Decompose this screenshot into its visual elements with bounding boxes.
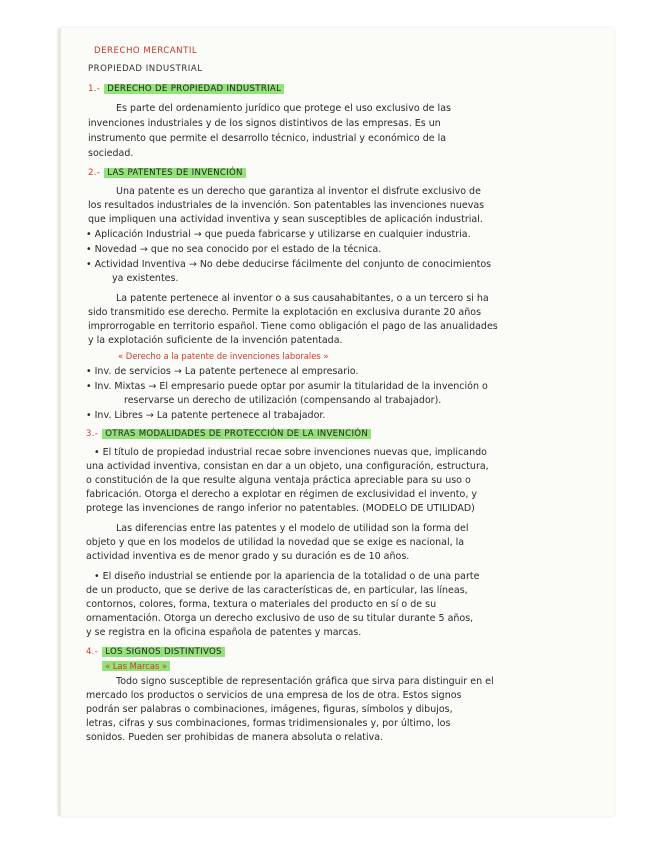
notebook-page — [58, 28, 614, 816]
section-2-number: 2.- — [88, 168, 101, 178]
s3-line-2: o constitución de la que resulte alguna ventaja práctica apreciable para su uso o — [86, 475, 471, 486]
s3-line-9: de un producto, que se derive de las características de, en particular, las líneas, — [86, 585, 468, 596]
s2-line-1: los resultados industriales de la invención. Son patentables las invenciones nuevas — [88, 200, 485, 211]
s2-bullet-3: • Inv. Libres → La patente pertenece al trabajador. — [86, 410, 326, 421]
s1-line-3: sociedad. — [88, 148, 134, 159]
s3-line-6: objeto y que en los modelos de utilidad la novedad que se exige es nacional, la — [86, 537, 465, 548]
s3-line-4: protege las invenciones de rango inferior no patentables. (MODELO DE UTILIDAD) — [86, 503, 475, 514]
s4-line-3: letras, cifras y sus combinaciones, formas tridimensionales y, por último, los — [86, 718, 451, 729]
section-4-title: LOS SIGNOS DISTINTIVOS — [102, 647, 225, 657]
s2-line-3: • Aplicación Industrial → que pueda fabricarse y utilizarse en cualquier industria. — [86, 229, 471, 240]
s3-line-3: fabricación. Otorga el derecho a explotar en régimen de exclusividad el invento, y — [86, 489, 477, 500]
s3-line-5: Las diferencias entre las patentes y el modelo de utilidad son la forma del — [116, 523, 469, 534]
s4-line-4: sonidos. Pueden ser prohibidas de manera absoluta o relativa. — [86, 732, 384, 743]
s4-note — [102, 661, 170, 671]
section-2-heading — [88, 168, 246, 178]
section-1-title: DERECHO DE PROPIEDAD INDUSTRIAL — [104, 84, 284, 94]
page-edge — [58, 28, 61, 816]
s2-note: « Derecho a la patente de invenciones laborales » — [118, 351, 329, 361]
s3-line-8: • El diseño industrial se entiende por la apariencia de la totalidad o de una parte — [94, 571, 480, 582]
s4-line-0: Todo signo susceptible de representación gráfica que sirva para distinguir en el — [116, 676, 494, 687]
s3-line-1: una actividad inventiva, consistan en dar a un objeto, una configuración, estructura, — [86, 461, 489, 472]
s2-bullet-2: reservarse un derecho de utilización (compensando al trabajador). — [124, 395, 442, 406]
s2-line-7: La patente pertenece al inventor o a sus causahabitantes, o a un tercero si ha — [116, 293, 489, 304]
s1-line-1: invenciones industriales y de los signos distintivos de las empresas. Es un — [88, 118, 441, 129]
section-1-heading — [88, 84, 284, 94]
page-subtitle: PROPIEDAD INDUSTRIAL — [88, 64, 203, 74]
section-4-heading — [86, 647, 225, 657]
s2-line-10: y la explotación suficiente de la invención patentada. — [88, 335, 343, 346]
s3-line-10: contornos, colores, forma, textura o materiales del producto en sí o de su — [86, 599, 437, 610]
s3-line-0: • El título de propiedad industrial recae sobre invenciones nuevas que, implicando — [94, 447, 487, 458]
section-3-number: 3.- — [86, 429, 99, 439]
s2-line-6: ya existentes. — [112, 273, 179, 284]
s2-line-0: Una patente es un derecho que garantiza al inventor el disfrute exclusivo de — [116, 186, 481, 197]
s2-line-4: • Novedad → que no sea conocido por el estado de la técnica. — [86, 244, 382, 255]
s3-line-7: actividad inventiva es de menor grado y su duración es de 10 años. — [86, 551, 410, 562]
s2-bullet-0: • Inv. de servicios → La patente pertenece al empresario. — [86, 366, 359, 377]
page-title: DERECHO MERCANTIL — [94, 46, 198, 56]
s2-line-2: que impliquen una actividad inventiva y sean susceptibles de aplicación industrial. — [88, 214, 483, 225]
s2-line-5: • Actividad Inventiva → No debe deducirse fácilmente del conjunto de conocimientos — [86, 259, 492, 270]
s4-line-2: podrán ser palabras o combinaciones, imágenes, figuras, símbolos y dibujos, — [86, 704, 453, 715]
section-3-heading — [86, 429, 371, 439]
section-2-title: LAS PATENTES DE INVENCIÓN — [104, 168, 246, 178]
s4-note-text: « Las Marcas » — [102, 661, 170, 671]
section-3-title: OTRAS MODALIDADES DE PROTECCIÓN DE LA INVENCIÓN — [102, 429, 371, 439]
s1-line-0: Es parte del ordenamiento jurídico que protege el uso exclusivo de las — [116, 103, 451, 114]
s2-line-9: improrrogable en territorio español. Tiene como obligación el pago de las anualidades — [88, 321, 498, 332]
s3-line-12: y se registra en la oficina española de patentes y marcas. — [86, 627, 362, 638]
s4-line-1: mercado los productos o servicios de una empresa de los de otra. Estos signos — [86, 690, 462, 701]
section-1-number: 1.- — [88, 84, 101, 94]
s2-bullet-1: • Inv. Mixtas → El empresario puede optar por asumir la titularidad de la invención o — [86, 381, 488, 392]
section-4-number: 4.- — [86, 647, 99, 657]
s3-line-11: ornamentación. Otorga un derecho exclusivo de uso de su titular durante 5 años, — [86, 613, 474, 624]
s1-line-2: instrumento que permite el desarrollo técnico, industrial y económico de la — [88, 133, 447, 144]
s2-line-8: sido transmitido ese derecho. Permite la explotación en exclusiva durante 20 años — [88, 307, 482, 318]
